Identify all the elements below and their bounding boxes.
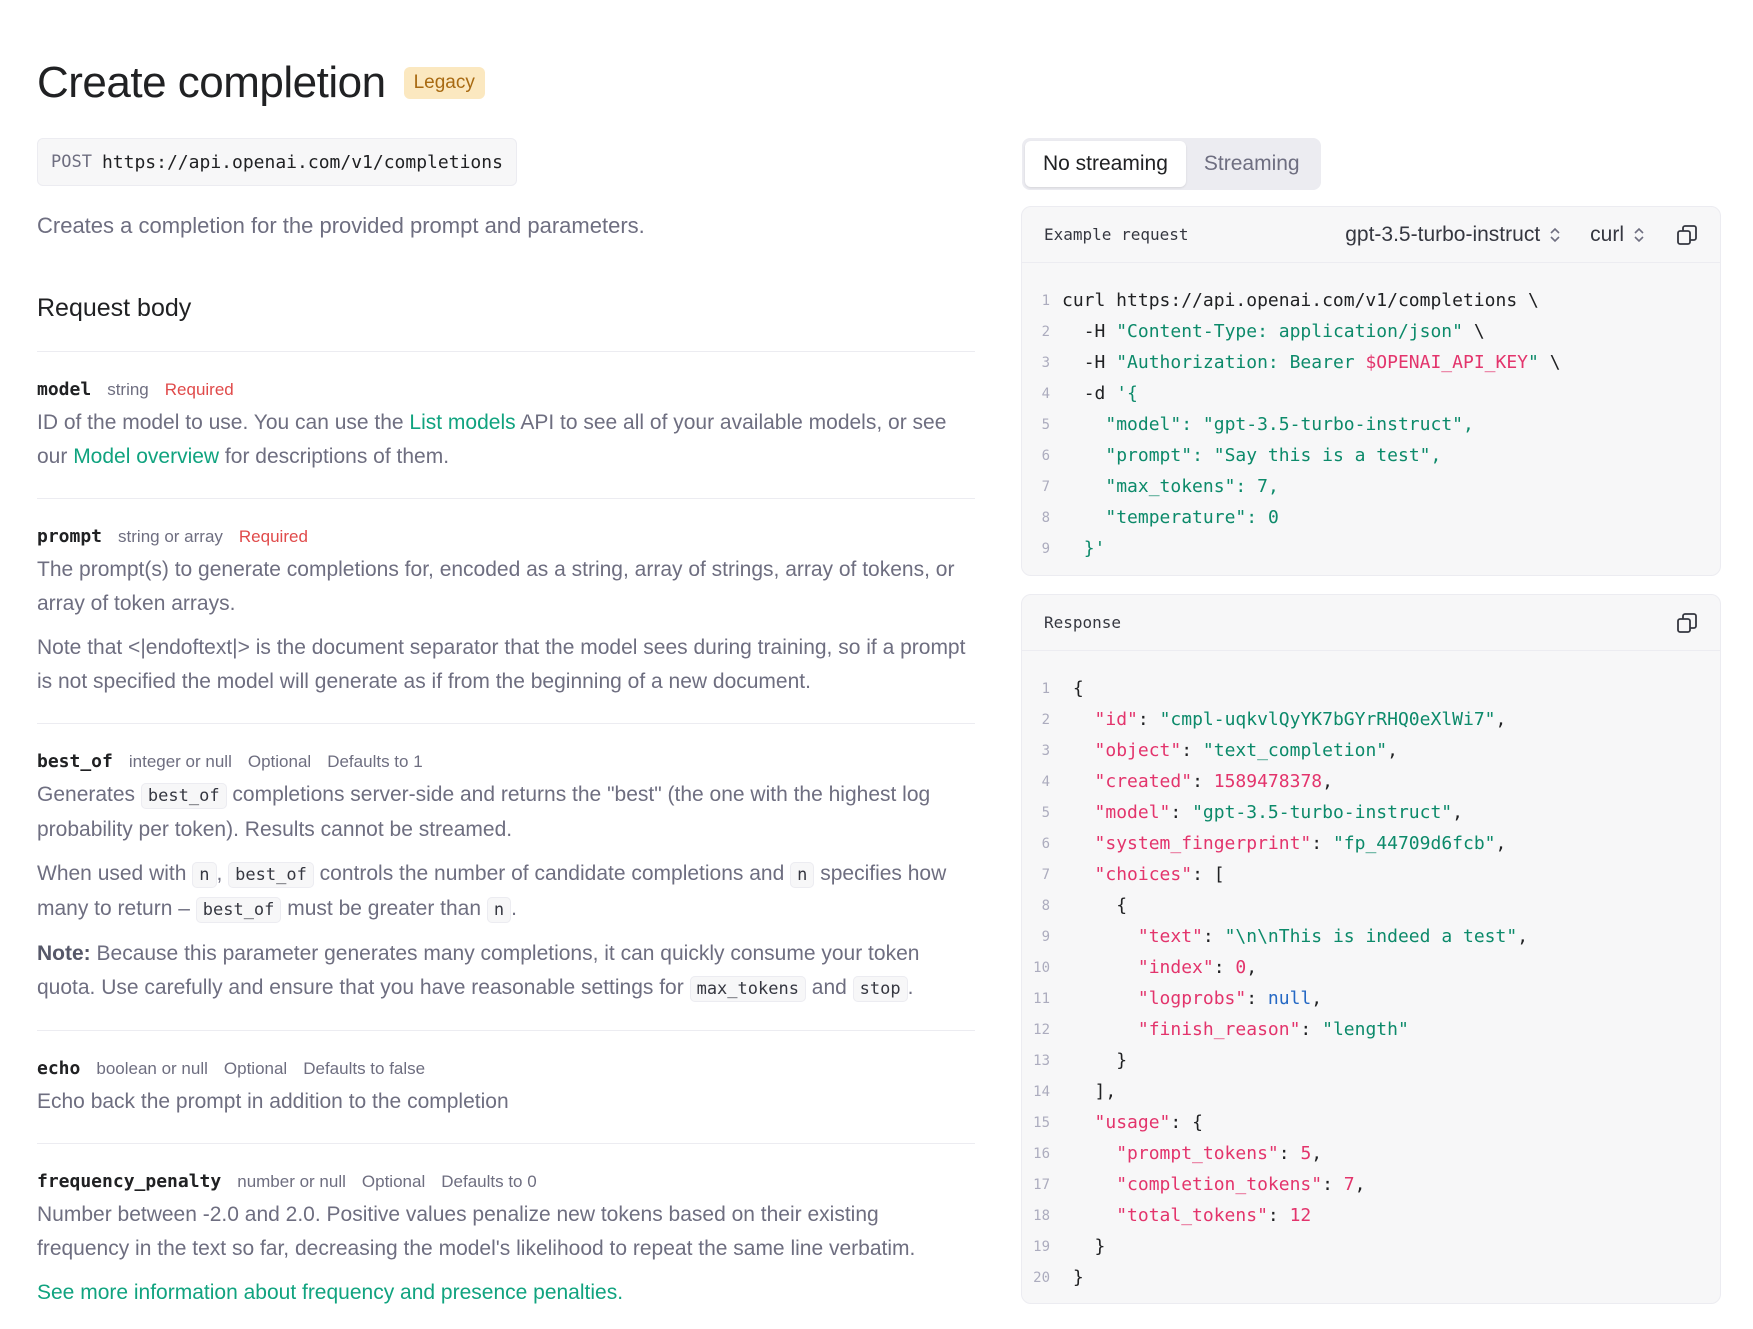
inline-code: max_tokens (690, 976, 806, 1002)
model-select-value: gpt-3.5-turbo-instruct (1345, 222, 1541, 246)
copy-icon[interactable] (1676, 224, 1698, 246)
param-description: Echo back the prompt in addition to the completion (37, 1090, 509, 1113)
inline-code: stop (853, 976, 908, 1002)
inline-code: best_of (141, 783, 227, 809)
panel-title: Example request (1044, 225, 1189, 244)
param-name: best_of (37, 751, 113, 772)
optional-label: Optional (247, 752, 312, 771)
inline-code: best_of (228, 862, 314, 888)
endpoint-description: Creates a completion for the provided prompt and parameters. (37, 213, 645, 238)
model-overview-link[interactable]: Model overview (73, 445, 220, 468)
language-select-value: curl (1590, 222, 1624, 246)
default-label: Defaults to 1 (327, 752, 423, 771)
penalties-info-link[interactable]: See more information about frequency and presence penalties. (37, 1281, 624, 1304)
code-line: 2 -H "Content-Type: application/json" \ (1041, 321, 1485, 342)
legacy-badge: Legacy (404, 67, 485, 99)
required-label: Required (164, 380, 234, 399)
optional-label: Optional (223, 1059, 288, 1078)
inline-code: n (790, 862, 814, 888)
response-code: 1 { 2 "id": "cmpl-uqkvlQyYK7bGYrRHQ0eXlWi7", 3 "object": "text_completion", 4 "created": 1589478378, 5 "model": "gpt-3.5-turbo-instruct", 6 "system_fingerprint": "fp_44709d6fcb", 7 "choices": [ 8 { 9 "text": "\n\nThis is indeed a test", 10 "index": 0, 11 "logprobs": null, 12 "finish_reason": "length" 13 } 14 ], 15 "usage": { 16 "prompt_tokens": 5, 17 "completion_tokens": 7, 18 "total_tokens": 12 19 } 20 } (1033, 678, 1529, 1288)
code-line: 3 -H "Authorization: Bearer $OPENAI_API_KEY" \ (1041, 352, 1561, 373)
tab-no-streaming[interactable]: No streaming (1025, 141, 1186, 187)
param-note: Note that <|endoftext|> is the document separator that the model sees during training, so if a prompt is not specified the model will generate as if from the beginning of a new document. (37, 636, 966, 693)
chevron-updown-icon (1550, 227, 1560, 243)
param-description: Number between -2.0 and 2.0. Positive values penalize new tokens based on their existing frequency in the text so far, decreasing the model's likelihood to repeat the same line verbatim. (37, 1203, 916, 1260)
param-model (37, 352, 975, 499)
param-list (37, 351, 975, 1329)
response-panel (1021, 594, 1721, 1304)
endpoint-url: https://api.openai.com/v1/completions (101, 151, 503, 173)
page-title: Create completion (37, 58, 386, 107)
code-line: 6 "prompt": "Say this is a test", (1041, 445, 1442, 466)
panel-header (1022, 595, 1720, 651)
inline-code: n (192, 862, 216, 888)
param-frequency-penalty (37, 1144, 975, 1329)
param-description: ID of the model to use. You can use the List models API to see all of your available models, or see our Model overview for descriptions of them. (37, 411, 947, 468)
code-line: 4 -d '{ (1041, 383, 1138, 404)
param-echo (37, 1031, 975, 1144)
default-label: Defaults to 0 (441, 1172, 537, 1191)
code-line: 5 "model": "gpt-3.5-turbo-instruct", (1041, 414, 1474, 435)
param-type: string (107, 380, 149, 399)
model-select[interactable] (1345, 223, 1560, 247)
optional-label: Optional (361, 1172, 426, 1191)
language-select[interactable] (1590, 223, 1644, 247)
title-row (37, 58, 485, 108)
param-note: Note: Because this parameter generates many completions, it can quickly consume your token quota. Use carefully and ensure that you have reasonable settings for max_tokens and stop . (37, 937, 975, 1006)
required-label: Required (238, 527, 308, 546)
param-name: frequency_penalty (37, 1171, 222, 1192)
code-line: 1 curl https://api.openai.com/v1/completions \ (1041, 290, 1539, 311)
panel-title: Response (1044, 613, 1122, 632)
endpoint-box (37, 138, 517, 186)
default-label: Defaults to false (303, 1059, 426, 1078)
copy-icon[interactable] (1676, 612, 1698, 634)
param-description: The prompt(s) to generate completions for, encoded as a string, array of strings, array of tokens, or array of token arrays. (37, 558, 955, 615)
param-prompt (37, 499, 975, 724)
request-body-heading: Request body (37, 294, 192, 322)
list-models-link[interactable]: List models (409, 411, 516, 434)
code-line: 7 "max_tokens": 7, (1041, 476, 1279, 497)
inline-code: n (487, 897, 511, 923)
http-method: POST (51, 152, 92, 172)
param-best-of (37, 724, 975, 1031)
param-type: integer or null (128, 752, 232, 771)
streaming-tabs (1022, 138, 1321, 190)
inline-code: best_of (196, 897, 282, 923)
param-type: number or null (237, 1172, 346, 1191)
tab-streaming[interactable]: Streaming (1203, 152, 1300, 175)
code-line: 9 }' (1041, 538, 1106, 559)
chevron-updown-icon (1634, 227, 1644, 243)
example-request-panel (1021, 206, 1721, 576)
param-name: prompt (37, 526, 103, 547)
param-name: echo (37, 1058, 81, 1079)
param-type: string or array (118, 527, 223, 546)
param-name: model (37, 379, 92, 400)
example-code (1022, 263, 1720, 576)
code-line: 8 "temperature": 0 (1041, 507, 1279, 528)
param-description: Generates best_of completions server-side and returns the "best" (the one with the highest log probability per token). Results cannot be streamed. (37, 783, 931, 841)
param-type: boolean or null (96, 1059, 208, 1078)
panel-header (1022, 207, 1720, 263)
param-usage: When used with n , best_of controls the number of candidate completions and n specifies how many to return – best_of must be greater than n . (37, 857, 975, 927)
